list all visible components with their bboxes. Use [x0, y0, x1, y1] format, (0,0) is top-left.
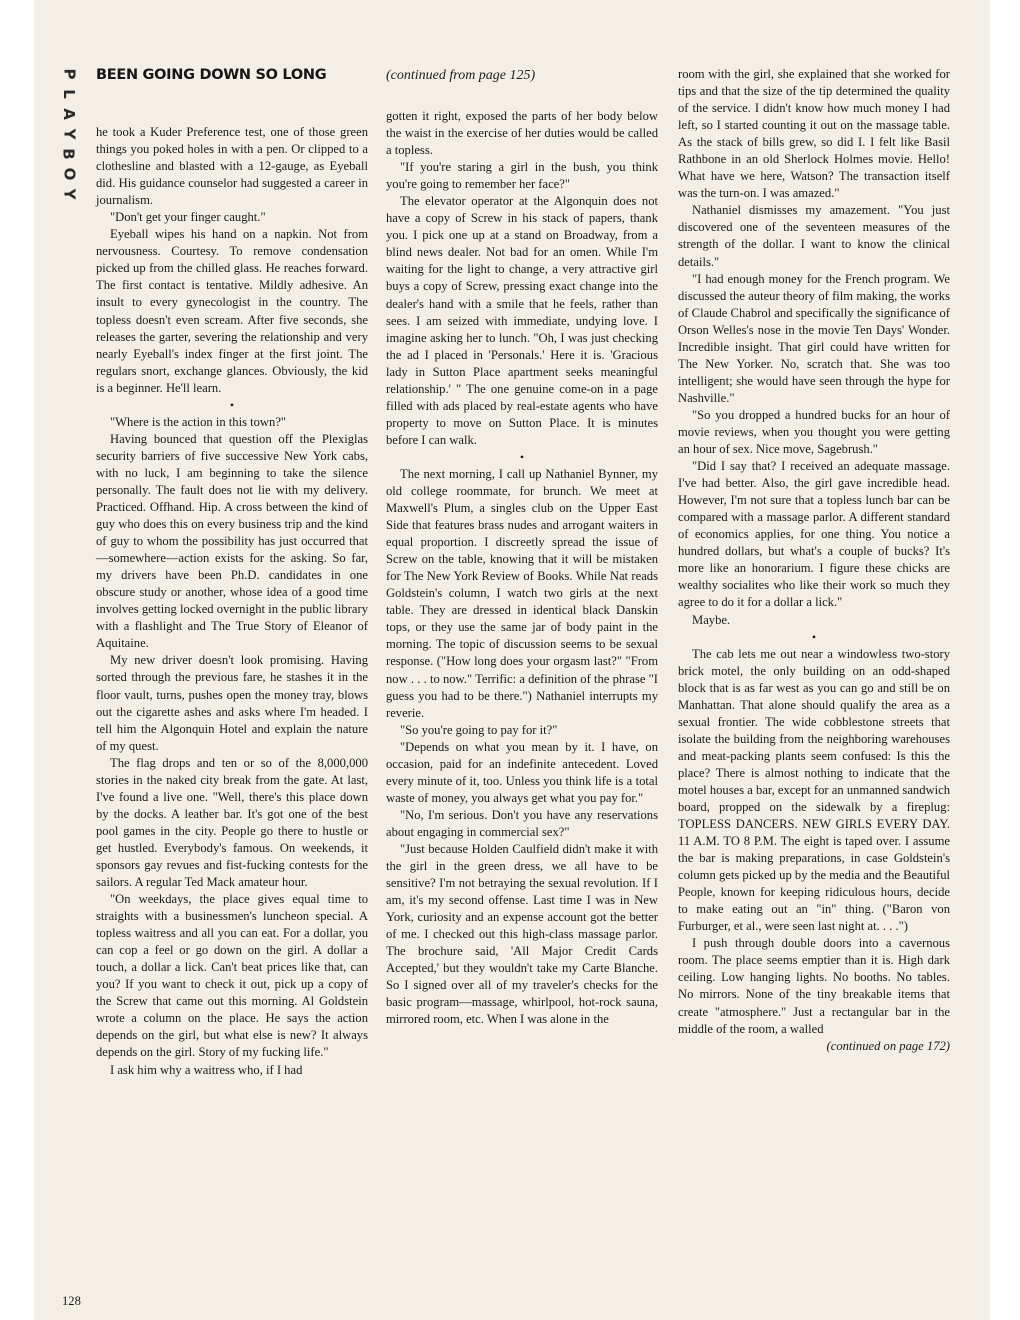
continued-on-note: (continued on page 172) — [826, 1038, 950, 1053]
paragraph: I ask him why a waitress who, if I had — [110, 1062, 303, 1077]
paragraph: My new driver doesn't look promising. Having sorted through the previous fare, he stashes it in the floor vault, turns, pushes open the money tray, blows out the cigarette ashes and asks where I'm headed. I tell him the Algonquin Hotel and explain the nature of my quest. — [96, 653, 368, 753]
text-column-2 — [386, 108, 658, 1028]
paragraph: "On weekdays, the place gives equal time to straights with a businessmen's luncheon special. A topless waitress and all you can eat. For a dollar, you can cop a feel or go down on the girl. A dollar a touch, a dollar a lick. Can't beat prices like that, can you? If you want to check it out, pick up a copy of the Screw that came out this morning. Al Goldstein wrote a column on the place. He says the action depends on the girl, but what else is new? It always depends on the girl. Story of my fucking life." — [96, 892, 368, 1060]
logo-letter: P — [60, 68, 78, 80]
text-column-1 — [96, 124, 368, 1079]
paragraph: "Did I say that? I received an adequate massage. I've had better. Also, the girl gave incredible head. However, I'm not sure that a topless lunch bar can be compared with a massage parlor. A different standard of economics applies, for one thing. You notice a hundred dollars, but what's a couple of bucks? It's more like an honorarium. I figure these chicks are wealthy socialites who like their work so much they agree to do it for a dollar a lick." — [678, 459, 950, 610]
article-headline: BEEN GOING DOWN SO LONG — [96, 67, 327, 83]
logo-letter: A — [59, 108, 78, 120]
paragraph: "If you're staring a girl in the bush, you think you're going to remember her face?" — [386, 160, 658, 192]
paragraph: The next morning, I call up Nathaniel Bynner, my old college roommate, for brunch. We meet at Maxwell's Plum, a singles club on the Upper East Side that features brass nudes and arrogant waiters in equal proportion. I discreetly spread the issue of Screw on the table, knowing that it will be mistaken for The New York Review of Books. While Nat reads Goldstein's column, I watch two girls at the next table. They are dressed in identical black Danskin tops, or they use the same jar of body paint in the morning. The topic of discussion seems to be sexual response. ("How long does your orgasm last?" "From now . . . to now." Terrific: a definition of the phrase "I guess you had to be there.") Nathaniel interrupts my reverie. — [386, 466, 658, 720]
logo-letter: Y — [60, 188, 78, 200]
paragraph: "Just because Holden Caulfield didn't make it with the girl in the green dress, we all have to be sensitive? I'm not betraying the sexual revolution. If I am, it's my second offense. Last time I was in New York, curiosity and an expense account got the better of me. I checked out this high-class massage parlor. The brochure said, 'All Major Credit Cards Accepted,' but they wouldn't take my Carte Blanche. So I signed over all of my traveler's checks for the basic program—massage, whirlpool, hot-rock sauna, mirrored room, etc. When I was alone in the — [386, 841, 658, 1027]
logo-letter: O — [59, 167, 78, 181]
logo-letter: L — [60, 89, 78, 99]
paragraph: Eyeball wipes his hand on a napkin. Not from nervousness. Courtesy. To remove condensation picked up from the chilled glass. He reaches forward. The first contact is tentative. Mildly adhesive. An insult to every gynecologist in the country. The topless doesn't even scream. After five seconds, she releases the garter, severing the relationship and very nearly Eyeball's index finger at the first joint. The regulars snort, exchange glances. Obviously, the kid is a beginner. He'll learn. — [96, 227, 368, 395]
text-column-3 — [678, 66, 950, 1055]
continued-from-note: (continued from page 125) — [386, 68, 536, 83]
magazine-logo — [58, 64, 80, 204]
section-break-dot: • — [811, 629, 817, 644]
paragraph: "So you dropped a hundred bucks for an hour of movie reviews, when you thought you were getting an hour of sex. Nice move, Sagebrush." — [678, 407, 950, 457]
paragraph: Maybe. — [692, 612, 731, 627]
paragraph: he took a Kuder Preference test, one of those green things you poked holes in with a pen. Or clipped to a clothesline and blasted with a 12-gauge, as Eyeball did. His guidance counselor had suggested a career in journalism. — [96, 125, 368, 208]
logo-letter: Y — [60, 128, 78, 140]
paragraph: "Depends on what you mean by it. I have, on occasion, paid for an indefinite antecedent. Loved every minute of it, too. Unless you think life is a total waste of money, you always get what you pay for." — [386, 739, 658, 805]
section-break-dot: • — [519, 449, 525, 464]
paragraph: "No, I'm serious. Don't you have any reservations about engaging in commercial sex?" — [386, 807, 658, 839]
paragraph: Nathaniel dismisses my amazement. "You just discovered one of the seventeen measures of the strength of the dollar. I want to know the clinical details." — [678, 203, 950, 269]
section-break-dot: • — [229, 397, 235, 412]
page-number: 128 — [62, 1294, 81, 1308]
logo-letter: B — [60, 148, 78, 160]
paragraph: "So you're going to pay for it?" — [400, 722, 558, 737]
paragraph: The flag drops and ten or so of the 8,000,000 stories in the naked city break from the gate. At last, I've found a live one. "Well, there's this place down by the docks. A leather bar. It's got one of the best pool games in the city. People go there to hustle or get hustled. Everybody's famous. On weekends, it sponsors gay revues and fist-fucking contests for the sailors. A regular Ted Mack amateur hour. — [96, 755, 368, 890]
paragraph: I push through double doors into a cavernous room. The place seems emptier than it is. High dark ceiling. Low hanging lights. No booths. No tables. No mirrors. None of the tiny breakable items that create "atmosphere." Just a rectangular bar in the middle of the room, a walled — [678, 936, 950, 1036]
paragraph: "Don't get your finger caught." — [110, 210, 266, 225]
paragraph: "Where is the action in this town?" — [110, 414, 287, 429]
paragraph: The cab lets me out near a windowless two-story brick motel, the only building on an odd-shaped block that is as far west as you can go and still be on Manhattan. That alone should qualify the area as a sexual frontier. The wide cobblestone streets that isolate the building from the neighboring warehouses and meat-packing plants seem confused: Is this the place? There is almost nothing to indicate that the motel houses a bar, except for an unmanned sandwich board, propped on the sidewalk by a fireplug: TOPLESS DANCERS. NEW GIRLS EVERY DAY. 11 A.M. TO 8 P.M. The eight is taped over. I assume the bar is making preparations, in case Goldstein's column gets picked up by the media and the Beautiful People, known for keeping ridiculous hours, decide to make eating out an "in" thing. ("Baron von Furburger, et al., were seen last night at. . . .") — [678, 646, 950, 934]
paragraph: The elevator operator at the Algonquin does not have a copy of Screw in his stack of papers, thank you. I pick one up at a stand on Broadway, from a blind news dealer. Not bad for an omen. While I'm waiting for the light to change, a very attractive girl buys a copy of Screw, pressing exact change into the dealer's hand with a smile that he feels, rather than sees. I am seized with immediate, undying love. I imagine asking her to lunch. "Oh, I was just checking the ad I placed in 'Personals.' Here it is. 'Gracious lady in Sutton Place apartment seeks meaningful relationship.' " The one genuine come-on in a page filled with ads placed by real-estate agents who have property to move on Sutton Place. It is minutes before I can walk. — [386, 194, 658, 447]
paragraph: gotten it right, exposed the parts of her body below the waist in the exercise of her duties would be called a topless. — [386, 109, 658, 158]
paragraph: room with the girl, she explained that she worked for tips and that the size of the tip determined the quality of the service. I didn't know how much money I had left, so I started counting it out on the massage table. As the stack of bills grew, so did I. I felt like Basil Rathbone in an old Sherlock Holmes movie. Hello! What have we here, Watson? The transaction itself was the turn-on. I was amazed." — [678, 67, 950, 201]
paragraph: "I had enough money for the French program. We discussed the auteur theory of film making, the works of Claude Chabrol and specifically the significance of Orson Welles's nose in the movie Ten Days' Wonder. Incredible insight. That girl could have written for The New Yorker. No, scratch that. She was too intelligent; she would have seen through the hype for Nashville." — [678, 271, 950, 405]
paragraph: Having bounced that question off the Plexiglas security barriers of five successive New York cabs, with no luck, I am beginning to take the silence personally. The fault does not lie with my delivery. Practiced. Offhand. Hip. A cross between the kind of guy who does this on every business trip and the kind of guy to whom the possibility has just occurred that—somewhere—action exists for the asking. So far, my drivers have been Ph.D. candidates in one obscure study or another, whose idea of a good time involves getting locked overnight in the public library with a flashlight and The True Story of Eleanor of Aquitaine. — [96, 431, 368, 651]
